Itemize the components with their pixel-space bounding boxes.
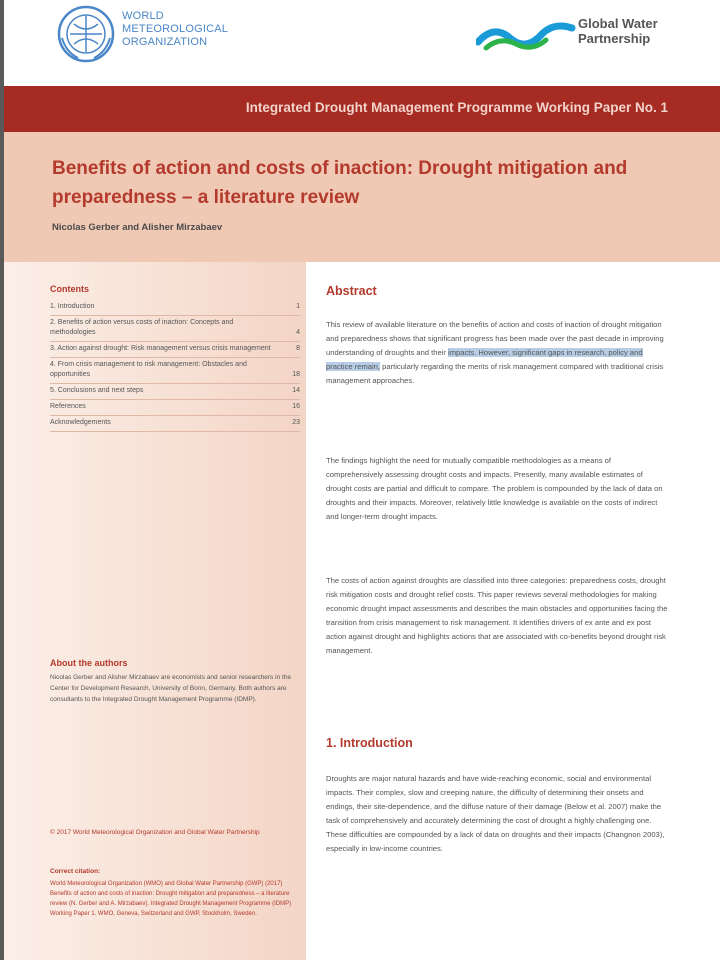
abstract-paragraph-3: The costs of action against droughts are classified into three categories: preparedness costs, drought risk mitigation costs and drought relief costs. This paper reviews several methodologies for making economic drought impact assessments and describes the main obstacles and opportunities facing the transition from crisis management to risk management. It identifies drivers of ex ante and ex post action against drought and highlights actions that are associated with co-benefits beyond drought risk management. bbox=[326, 576, 668, 655]
about-authors-text: Nicolas Gerber and Alisher Mirzabaev are economists and senior researchers in the Center for Development Research, University of Bonn, Germany. Both authors are consultants to the Integrated Drought Management Programme (IDMP). bbox=[50, 674, 291, 703]
toc-item[interactable]: 3. Action against drought: Risk management versus crisis management 8 bbox=[50, 342, 300, 358]
introduction-heading: 1. Introduction bbox=[326, 736, 413, 750]
series-title: Integrated Drought Management Programme Working Paper No. 1 bbox=[245, 100, 668, 115]
toc-item[interactable]: 4. From crisis management to risk management: Obstacles and opportunities 18 bbox=[50, 358, 300, 384]
toc-item[interactable]: 2. Benefits of action versus costs of inaction: Concepts and methodologies 4 bbox=[50, 316, 300, 342]
citation-text: World Meteorological Organization (WMO) and Global Water Partnership (GWP) (2017) Benefits of action and costs of inaction: Drought mitigation and preparedness – a literature review (N. Gerber and A. Mirzabaev). Integrated Drought Management Programme (IDMP) Working Paper 1. WMO, Geneva, Switzerland and GWP, Stockholm, Sweden. bbox=[50, 881, 292, 917]
introduction-paragraph-1: Droughts are major natural hazards and have wide-reaching economic, social and environmental impacts. Their complex, slow and creeping nature, the difficulty of determining their onsets and endings, their site-dependence, and the diffuse nature of their damage (Below et al. 2007) make the task of comprehensively and accurately determining the cost of drought a highly challenging one. These difficulties are compounded by a lack of data on droughts and their impacts (Changnon 2003), especially in low-income countries. bbox=[326, 774, 665, 853]
toc-item[interactable]: References 16 bbox=[50, 400, 300, 416]
abstract-paragraph-1: This review of available literature on the benefits of action and costs of inaction of drought mitigation and preparedness shows that significant progress has been made over the past decade in improving understanding of droughts and their impacts. However, significant gaps in research, policy and practice remain, particularly regarding the merits of risk management compared with traditional crisis management approaches. bbox=[326, 320, 664, 385]
toc-item[interactable]: Acknowledgements 23 bbox=[50, 416, 300, 432]
authors: Nicolas Gerber and Alisher Mirzabaev bbox=[52, 222, 223, 233]
page-header bbox=[4, 0, 720, 86]
table-of-contents bbox=[50, 300, 300, 432]
toc-item[interactable]: 5. Conclusions and next steps 14 bbox=[50, 384, 300, 400]
series-band bbox=[4, 86, 720, 132]
about-authors-heading: About the authors bbox=[50, 658, 128, 668]
wmo-wordmark: WORLD METEOROLOGICAL ORGANIZATION bbox=[122, 10, 229, 48]
text-selection-highlight[interactable]: impacts. However, significant gaps in research, policy and practice remain, bbox=[326, 348, 643, 371]
wmo-emblem-icon bbox=[56, 4, 116, 64]
contents-heading: Contents bbox=[50, 284, 89, 294]
title-block bbox=[4, 132, 720, 262]
sidebar bbox=[4, 262, 306, 960]
gwp-wave-logo-icon bbox=[476, 14, 576, 54]
document-title: Benefits of action and costs of inaction: Drought mitigation and preparedness – a literature review bbox=[52, 158, 628, 208]
gwp-wordmark: Global Water Partnership bbox=[578, 16, 658, 46]
copyright-notice: © 2017 World Meteorological Organization and Global Water Partnership bbox=[50, 829, 260, 836]
abstract-paragraph-2: The findings highlight the need for mutually compatible methodologies as a means of comprehensively assessing drought costs and impacts. Presently, many available estimates of drought costs are partial and difficult to compare. The problem is compounded by the lack of data on droughts and their impacts. Moreover, relatively little knowledge is available on the costs of indirect and longer-term drought impacts. bbox=[326, 456, 663, 521]
citation-heading: Correct citation: bbox=[50, 868, 101, 875]
abstract-heading: Abstract bbox=[326, 284, 377, 298]
toc-item[interactable]: 1. Introduction 1 bbox=[50, 300, 300, 316]
